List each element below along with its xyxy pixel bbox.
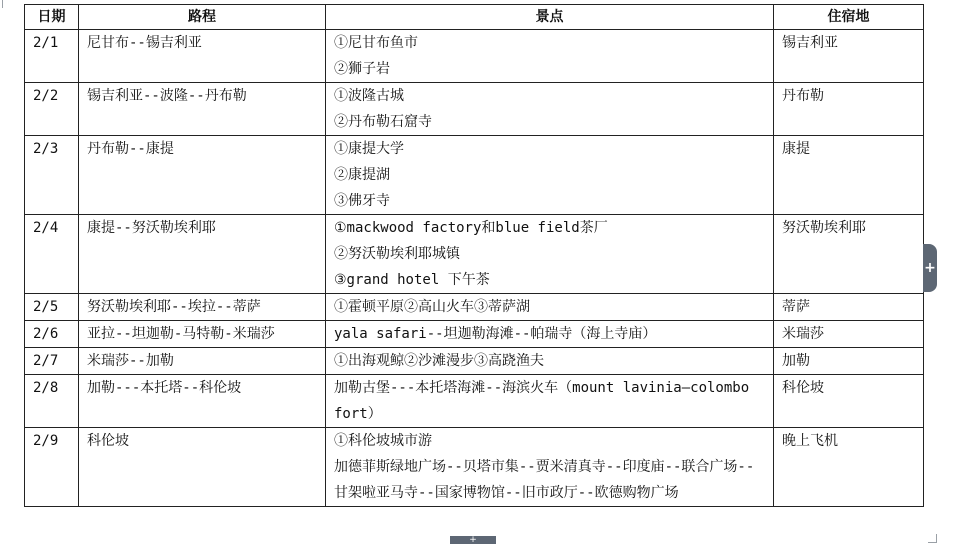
- sights-cell: [326, 215, 774, 294]
- route-cell: 科伦坡: [79, 428, 326, 507]
- sight-item: ②丹布勒石窟寺: [334, 114, 432, 130]
- sight-item: ①科伦坡城市游: [334, 433, 432, 449]
- sight-item: ②努沃勒埃利耶城镇: [334, 246, 460, 262]
- lodging-cell: 努沃勒埃利耶: [774, 215, 924, 294]
- expand-panel-handle[interactable]: [923, 244, 937, 292]
- sight-item: ②康提湖: [334, 167, 390, 183]
- sight-item: ①霍顿平原②高山火车③蒂萨湖: [334, 299, 530, 315]
- lodging-cell: 锡吉利亚: [774, 30, 924, 83]
- table-row: [25, 136, 924, 215]
- date-cell: 2/6: [25, 321, 79, 348]
- lodging-cell: 康提: [774, 136, 924, 215]
- date-cell: 2/5: [25, 294, 79, 321]
- sights-cell: [326, 428, 774, 507]
- header-lodging: 住宿地: [774, 5, 924, 30]
- route-cell: 努沃勒埃利耶--埃拉--蒂萨: [79, 294, 326, 321]
- table-row: [25, 321, 924, 348]
- route-cell: 丹布勒--康提: [79, 136, 326, 215]
- sights-cell: [326, 136, 774, 215]
- sights-cell: [326, 375, 774, 428]
- sights-cell: [326, 83, 774, 136]
- table-row: [25, 375, 924, 428]
- sights-cell: [326, 294, 774, 321]
- table-row: [25, 348, 924, 375]
- date-cell: 2/2: [25, 83, 79, 136]
- sight-item: yala safari--坦迦勒海滩--帕瑞寺（海上寺庙）: [334, 326, 657, 342]
- header-sights: 景点: [326, 5, 774, 30]
- lodging-cell: 晚上飞机: [774, 428, 924, 507]
- margin-corner-mark: [2, 0, 11, 8]
- date-cell: 2/8: [25, 375, 79, 428]
- sight-item: ①出海观鲸②沙滩漫步③高跷渔夫: [334, 353, 544, 369]
- date-cell: 2/3: [25, 136, 79, 215]
- route-cell: 康提--努沃勒埃利耶: [79, 215, 326, 294]
- table-row: [25, 30, 924, 83]
- lodging-cell: 加勒: [774, 348, 924, 375]
- table-row: [25, 215, 924, 294]
- route-cell: 锡吉利亚--波隆--丹布勒: [79, 83, 326, 136]
- sights-cell: [326, 30, 774, 83]
- date-cell: 2/7: [25, 348, 79, 375]
- table-row: [25, 294, 924, 321]
- lodging-cell: 蒂萨: [774, 294, 924, 321]
- header-date: 日期: [25, 5, 79, 30]
- table-row: [25, 428, 924, 507]
- sight-item: 加勒古堡---本托塔海滩--海滨火车（mount lavinia—colombo fort）: [334, 380, 750, 422]
- header-route: 路程: [79, 5, 326, 30]
- sight-item: 加德菲斯绿地广场--贝塔市集--贾米清真寺--印度庙--联合广场--甘架啦亚马寺--国家博物馆--旧市政厅--欧德购物广场: [334, 459, 755, 501]
- plus-icon: +: [469, 535, 477, 545]
- table-row: [25, 83, 924, 136]
- sight-item: ①尼甘布鱼市: [334, 35, 418, 51]
- date-cell: 2/9: [25, 428, 79, 507]
- sight-item: ①康提大学: [334, 141, 404, 157]
- lodging-cell: 科伦坡: [774, 375, 924, 428]
- sight-item: ③佛牙寺: [334, 193, 390, 209]
- date-cell: 2/1: [25, 30, 79, 83]
- sight-item: ①mackwood factory和blue field茶厂: [334, 220, 608, 236]
- route-cell: 加勒---本托塔--科伦坡: [79, 375, 326, 428]
- add-row-handle[interactable]: [450, 536, 496, 544]
- sight-item: ②狮子岩: [334, 61, 390, 77]
- date-cell: 2/4: [25, 215, 79, 294]
- route-cell: 尼甘布--锡吉利亚: [79, 30, 326, 83]
- header-row: [25, 5, 924, 30]
- itinerary-table: [24, 4, 924, 507]
- sights-cell: [326, 321, 774, 348]
- sights-cell: [326, 348, 774, 375]
- route-cell: 亚拉--坦迦勒-马特勒-米瑞莎: [79, 321, 326, 348]
- sight-item: ③grand hotel 下午茶: [334, 272, 490, 288]
- route-cell: 米瑞莎--加勒: [79, 348, 326, 375]
- plus-icon: +: [924, 260, 936, 276]
- sight-item: ①波隆古城: [334, 88, 404, 104]
- lodging-cell: 米瑞莎: [774, 321, 924, 348]
- lodging-cell: 丹布勒: [774, 83, 924, 136]
